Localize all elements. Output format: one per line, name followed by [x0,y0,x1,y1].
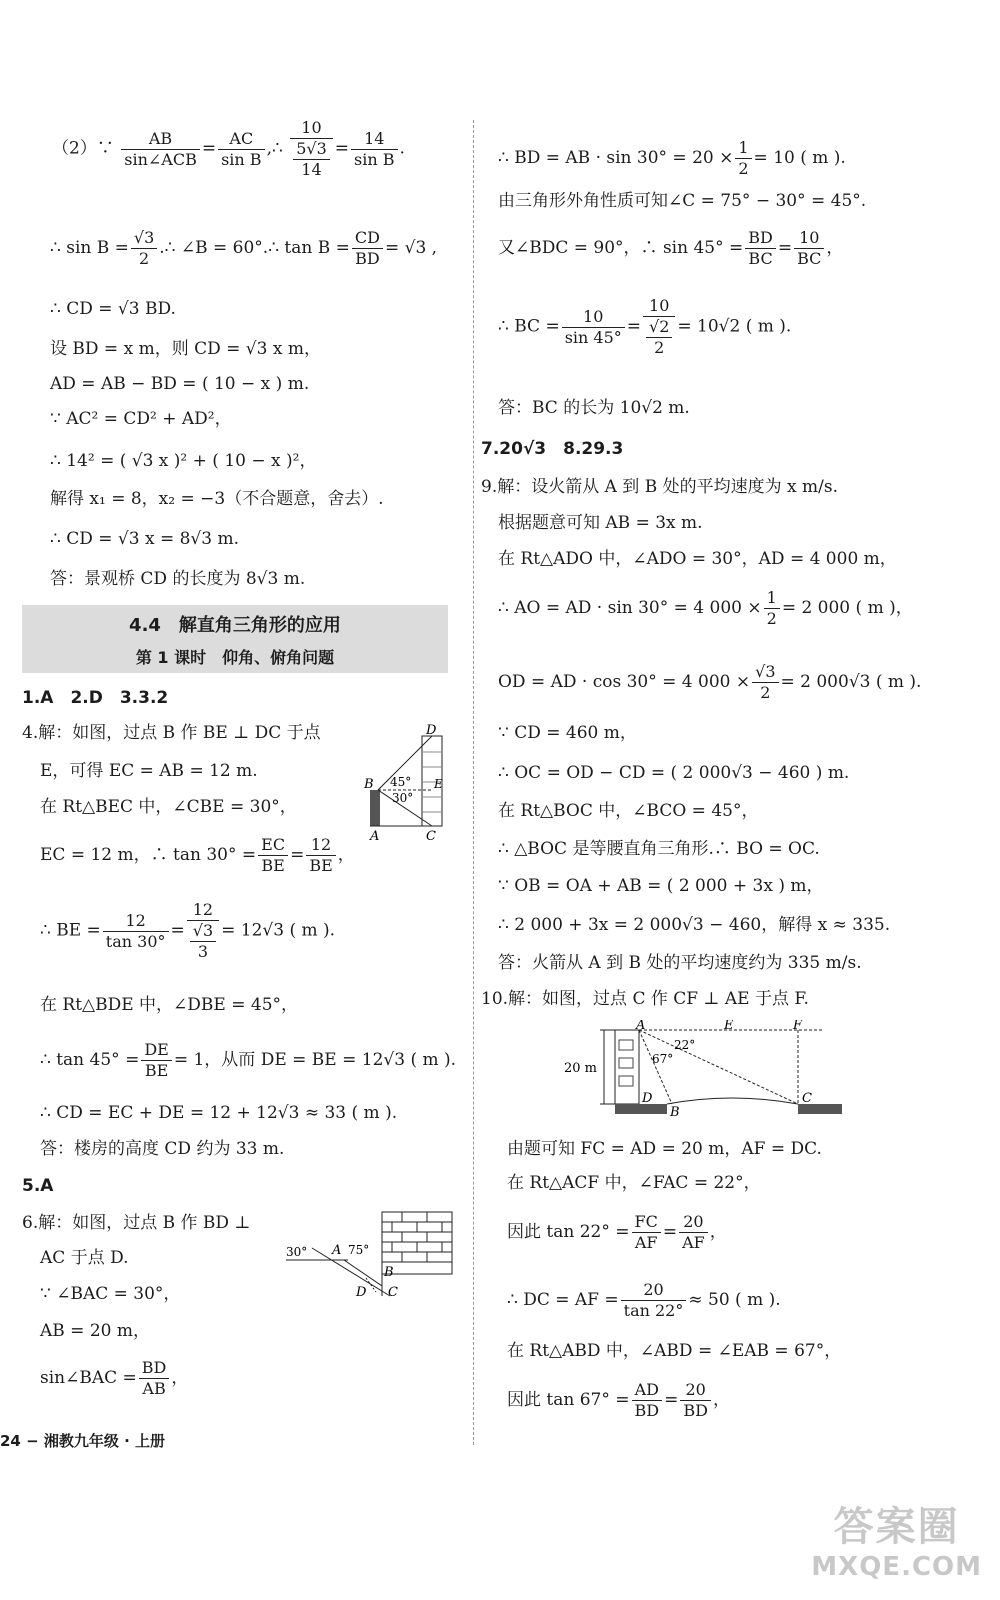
figure-q10 [560,1020,850,1120]
text-line: ∵ AC² = CD² + AD²， [50,409,232,429]
text-line: 答：景观桥 CD 的长度为 8√3 m. [50,569,306,589]
label-f: F [793,1020,803,1033]
watermark-bottom: MXQE.COM [811,1552,982,1582]
equation-line: sin∠BAC = $\frac{BD}{AB}$ ， [40,1358,189,1398]
text-line: 在 Rt△ACF 中，∠FAC = 22°， [507,1173,761,1193]
equation-line: OD = AD · cos 30° = 4 000 × $\frac{√3}{2}$ = 2 000√3 ( m ). [498,662,922,702]
text-line: ∴ CD = EC + DE = 12 + 12√3 ≈ 33 ( m ). [40,1103,398,1123]
fraction: $\frac{AC}{\text{sin B}}$ [218,129,264,170]
equation-line: ∴ BD = AB · sin 30° = 20 × $\frac{1}{2}$ = 10 ( m ). [498,138,846,178]
label-b: B [364,777,374,792]
equation-line: 因此 tan 22° = $\frac{FC}{AF}$ = $\frac{20}{AF}$ ， [507,1212,727,1252]
equation-line: EC = 12 m，∴ tan 30° = $\frac{EC}{BE}$ = $\frac{12}{BE}$ ， [40,835,355,875]
figure-q4 [362,722,462,842]
label-a: A [636,1020,646,1033]
text-line: AD = AB − BD = ( 10 − x ) m. [50,374,310,394]
text-line: 设 BD = x m，则 CD = √3 x m， [50,339,321,359]
text-line: ∵ CD = 460 m， [498,723,637,743]
angle-67: 67° [652,1052,674,1066]
answer-line: 1.A 2.D 3.3.2 [22,688,169,708]
section-subtitle: 第 1 课时 仰角、俯角问题 [135,648,335,667]
text-line: ∴ OC = OD − CD = ( 2 000√3 − 460 ) m. [498,763,850,783]
fraction: $\frac{AB}{\text{sin∠ACB}}$ [121,129,200,170]
text-line: 在 Rt△BDE 中，∠DBE = 45°， [40,995,299,1015]
equation-line: 因此 tan 67° = $\frac{AD}{BD}$ = $\frac{20}{BD}$ ， [507,1380,730,1420]
text-line: ∵ ∠BAC = 30°， [40,1284,181,1304]
figure-line-ab [344,1260,382,1286]
label-b: B [384,1265,394,1280]
answer-line: 7.20√3 8.29.3 [481,439,624,459]
text-line: ∴ CD = √3 BD. [50,299,176,319]
text-line: ∴ 14² = ( √3 x )² + ( 10 − x )²， [50,451,317,471]
label-d: D [642,1091,653,1106]
figure-window [619,1040,633,1050]
equation-line: （2）∵ $\frac{AB}{\text{sin∠ACB}}$ = $\frac{AC}{\text{sin B}}$ ,∴ $\frac{10}{\frac{5√3}{14}}$ = $\frac{14}{\text{sin B}}$ . [52,118,405,179]
text-line: AB = 20 m， [40,1321,150,1341]
text-line: ∴ 2 000 + 3x = 2 000√3 − 460，解得 x ≈ 335. [498,915,891,935]
equation-line: ∴ BC = $\frac{10}{\sin 45^\circ}$ = $\frac{10}{\frac{√2}{2}}$ = 10√2 ( m ). [498,296,792,357]
angle-22: 22° [674,1038,696,1052]
text-line: ∴ CD = √3 x = 8√3 m. [50,529,239,549]
label-c: C [426,829,436,842]
label-e: E [434,777,443,791]
text-line: 在 Rt△ADO 中，∠ADO = 30°，AD = 4 000 m， [498,549,897,569]
answer-line: 5.A [22,1176,54,1196]
text-line: ∵ OB = OA + AB = ( 2 000 + 3x ) m， [498,876,824,896]
fraction: $\frac{10}{\frac{5√3}{14}}$ [290,118,333,180]
angle-30: 30° [392,791,414,805]
label-b: B [670,1105,680,1120]
page-footer: 24 − 湘教九年级 · 上册 [0,1432,166,1450]
column-divider [473,120,474,1445]
text-line: AC 于点 D. [40,1248,129,1268]
text-line: 在 Rt△BOC 中，∠BCO = 45°， [498,801,759,821]
fraction: $\frac{14}{\text{sin B}}$ [351,129,397,170]
figure-wall [370,790,380,826]
label-d: D [426,723,437,738]
figure-line-ac [639,1030,798,1104]
height-label: 20 m [564,1061,598,1076]
equation-line: ∴ BE = $\frac{12}{\tan 30^\circ}$ = $\frac{12}{\frac{√3}{3}}$ = 12√3 ( m ). [40,900,336,961]
text-line: 由题可知 FC = AD = 20 m，AF = DC. [507,1139,822,1159]
figure-q6 [282,1208,462,1303]
text-line: 答：BC 的长为 10√2 m. [498,398,690,418]
label-c: C [802,1091,812,1106]
label-e: E [724,1020,734,1033]
text-line: 解得 x₁ = 8，x₂ = −3（不合题意，舍去）. [50,489,384,509]
figure-line-bd [366,1278,376,1292]
figure-bridge [667,1098,798,1104]
text-line: 10.解：如图，过点 C 作 CF ⊥ AE 于点 F. [481,989,809,1009]
figure-window [619,1076,633,1086]
angle-30: 30° [286,1245,308,1259]
label-d: D [356,1285,367,1300]
equation-line: ∴ AO = AD · sin 30° = 4 000 × $\frac{1}{2}$ = 2 000 ( m )， [498,588,913,628]
text-line: 在 Rt△ABD 中，∠ABD = ∠EAB = 67°， [507,1341,842,1361]
equation-line: 又∠BDC = 90°，∴ sin 45° = $\frac{BD}{BC}$ = $\frac{10}{BC}$ ， [498,228,844,268]
figure-window [619,1058,633,1068]
angle-75: 75° [348,1243,370,1257]
figure-bank-left [615,1104,667,1114]
text-line: ∴ △BOC 是等腰直角三角形.∴ BO = OC. [498,839,820,859]
label-a: A [370,829,380,842]
text-line: E，可得 EC = AB = 12 m. [40,761,258,781]
text-line: 9.解：设火箭从 A 到 B 处的平均速度为 x m/s. [481,477,838,497]
text-line: 在 Rt△BEC 中，∠CBE = 30°， [40,797,297,817]
text: （2）∵ [52,138,114,159]
watermark [811,1495,982,1582]
text-line: 根据题意可知 AB = 3x m. [498,513,703,533]
text-line: 4.解：如图，过点 B 作 BE ⊥ DC 于点 [22,723,321,743]
text-line: 6.解：如图，过点 B 作 BD ⊥ [22,1213,251,1233]
watermark-top: 答案圈 [833,1504,960,1550]
label-a: A [332,1243,342,1258]
text-line: 答：楼房的高度 CD 约为 33 m. [40,1139,285,1159]
section-title: 4.4 解直角三角形的应用 [129,615,341,636]
label-c: C [388,1285,398,1300]
text-line: 答：火箭从 A 到 B 处的平均速度约为 335 m/s. [498,953,862,973]
equation-line: ∴ tan 45° = $\frac{DE}{BE}$ = 1，从而 DE = BE = 12√3 ( m ). [40,1040,457,1080]
equation-line: ∴ DC = AF = $\frac{20}{\tan 22^\circ}$ ≈ 50 ( m ). [507,1280,781,1320]
text-line: 由三角形外角性质可知∠C = 75° − 30° = 45°. [498,191,867,211]
section-header [22,605,448,673]
equation-line: ∴ sin B = $\frac{√3}{2}$ .∴ ∠B = 60°.∴ tan B = $\frac{CD}{BD}$ = √3 , [50,228,438,268]
angle-45: 45° [390,775,412,789]
